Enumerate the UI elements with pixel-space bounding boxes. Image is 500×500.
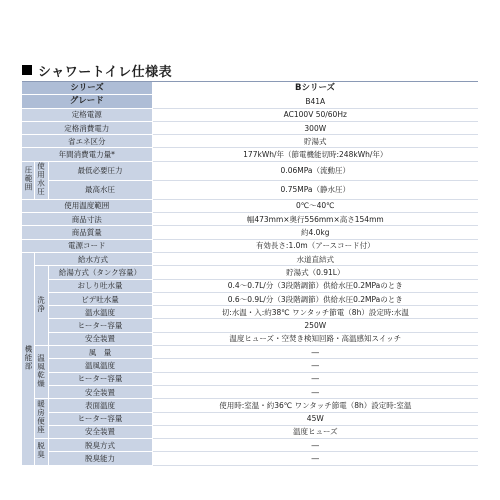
row-label: ビデ吐水量: [48, 292, 152, 305]
row-value: 約4.0kg: [152, 226, 478, 239]
table-row: [22, 148, 478, 161]
table-row-header: [22, 82, 478, 95]
row-label: 商品質量: [22, 226, 152, 239]
row-label: 定格消費電力: [22, 121, 152, 134]
table-row: [22, 306, 478, 319]
row-value: 0.4〜0.7L/分（3段階調節）供給水圧0.2MPaのとき: [152, 279, 478, 292]
row-label: 脱臭能力: [48, 452, 152, 465]
table-row: [22, 213, 478, 226]
title-text: シャワートイレ仕様表: [38, 64, 173, 80]
row-label: 安全装置: [48, 425, 152, 438]
row-value: ―: [152, 439, 478, 452]
row-label: 使用温度範囲: [22, 199, 152, 212]
row-label: 表面温度: [48, 399, 152, 412]
group-label-function: 機能部: [22, 252, 34, 465]
row-label: 安全装置: [48, 385, 152, 398]
table-row: [22, 239, 478, 252]
row-label: 温水温度: [48, 306, 152, 319]
table-row: [22, 439, 478, 452]
table-row: [22, 372, 478, 385]
row-value: 幅473mm×奥行556mm×高さ154mm: [152, 213, 478, 226]
table-row: [22, 332, 478, 345]
row-label: おしり吐水量: [48, 279, 152, 292]
spec-table: [22, 82, 478, 466]
group-label-water-pressure: 使用水圧: [34, 161, 48, 199]
table-row: [22, 252, 478, 265]
table-row: [22, 359, 478, 372]
row-value: ―: [152, 452, 478, 465]
row-label: 風 量: [48, 346, 152, 359]
row-label: 最高水圧: [48, 180, 152, 199]
row-value: 温度ヒューズ: [152, 425, 478, 438]
row-label: 最低必要圧力: [48, 161, 152, 180]
group-label-heated-seat: 暖房便座: [34, 399, 48, 439]
row-value: 有効長さ:1.0m（アースコード付）: [152, 239, 478, 252]
row-label: 安全装置: [48, 332, 152, 345]
table-row: [22, 412, 478, 425]
row-value: ―: [152, 359, 478, 372]
row-label: 脱臭方式: [48, 439, 152, 452]
table-row: [22, 108, 478, 121]
row-label: グレード: [22, 95, 152, 108]
row-value: 貯湯式（0.91L）: [152, 266, 478, 279]
table-row: [22, 135, 478, 148]
group-label-pressure-range: 圧範囲: [22, 161, 34, 199]
table-row: [22, 399, 478, 412]
section-title: [22, 60, 172, 80]
table-row: [22, 161, 478, 180]
table-row: [22, 452, 478, 465]
row-label: 温風温度: [48, 359, 152, 372]
table-row: [22, 279, 478, 292]
table-row: [22, 266, 478, 279]
row-value: 貯湯式: [152, 135, 478, 148]
row-value: AC100V 50/60Hz: [152, 108, 478, 121]
row-value: ―: [152, 372, 478, 385]
table-row: [22, 95, 478, 108]
title-bullet-icon: [22, 65, 32, 75]
row-value: 温度ヒューズ・空焚き検知回路・高温感知スイッチ: [152, 332, 478, 345]
row-value: ―: [152, 346, 478, 359]
header-value: Bシリーズ: [152, 82, 478, 95]
row-value: 0.75MPa（静水圧）: [152, 180, 478, 199]
row-value: 水道直結式: [152, 252, 478, 265]
row-label: ヒーター容量: [48, 372, 152, 385]
row-value: 使用時:室温・約36℃ ワンタッチ節電（8h）設定時:室温: [152, 399, 478, 412]
row-label: ヒーター容量: [48, 319, 152, 332]
row-label: 商品寸法: [22, 213, 152, 226]
row-value: 177kWh/年（節電機能切時:248kWh/年）: [152, 148, 478, 161]
table-row: [22, 199, 478, 212]
group-label-deodorize: 脱臭: [34, 439, 48, 466]
row-label: 給水方式: [34, 252, 152, 265]
row-value: 45W: [152, 412, 478, 425]
row-label: ヒーター容量: [48, 412, 152, 425]
table-row: [22, 121, 478, 134]
row-label: 年間消費電力量*: [22, 148, 152, 161]
row-value: B41A: [152, 95, 478, 108]
row-value: 0.6〜0.9L/分（3段階調節）供給水圧0.2MPaのとき: [152, 292, 478, 305]
table-row: [22, 425, 478, 438]
group-label-warm-air-dry: 温風乾燥: [34, 346, 48, 399]
header-label: シリーズ: [22, 82, 152, 95]
table-row: [22, 180, 478, 199]
row-value: 切:水温・入:約38℃ ワンタッチ節電（8h）設定時:水温: [152, 306, 478, 319]
table-row: [22, 385, 478, 398]
row-label: 給湯方式（タンク容量）: [48, 266, 152, 279]
table-row: [22, 292, 478, 305]
row-label: 定格電源: [22, 108, 152, 121]
row-value: ―: [152, 385, 478, 398]
row-value: 0℃〜40℃: [152, 199, 478, 212]
group-label-wash: 洗浄: [34, 266, 48, 346]
table-row: [22, 319, 478, 332]
row-value: 300W: [152, 121, 478, 134]
row-value: 250W: [152, 319, 478, 332]
row-label: 電源コード: [22, 239, 152, 252]
table-row: [22, 346, 478, 359]
row-label: 省エネ区分: [22, 135, 152, 148]
row-value: 0.06MPa（流動圧）: [152, 161, 478, 180]
table-row: [22, 226, 478, 239]
